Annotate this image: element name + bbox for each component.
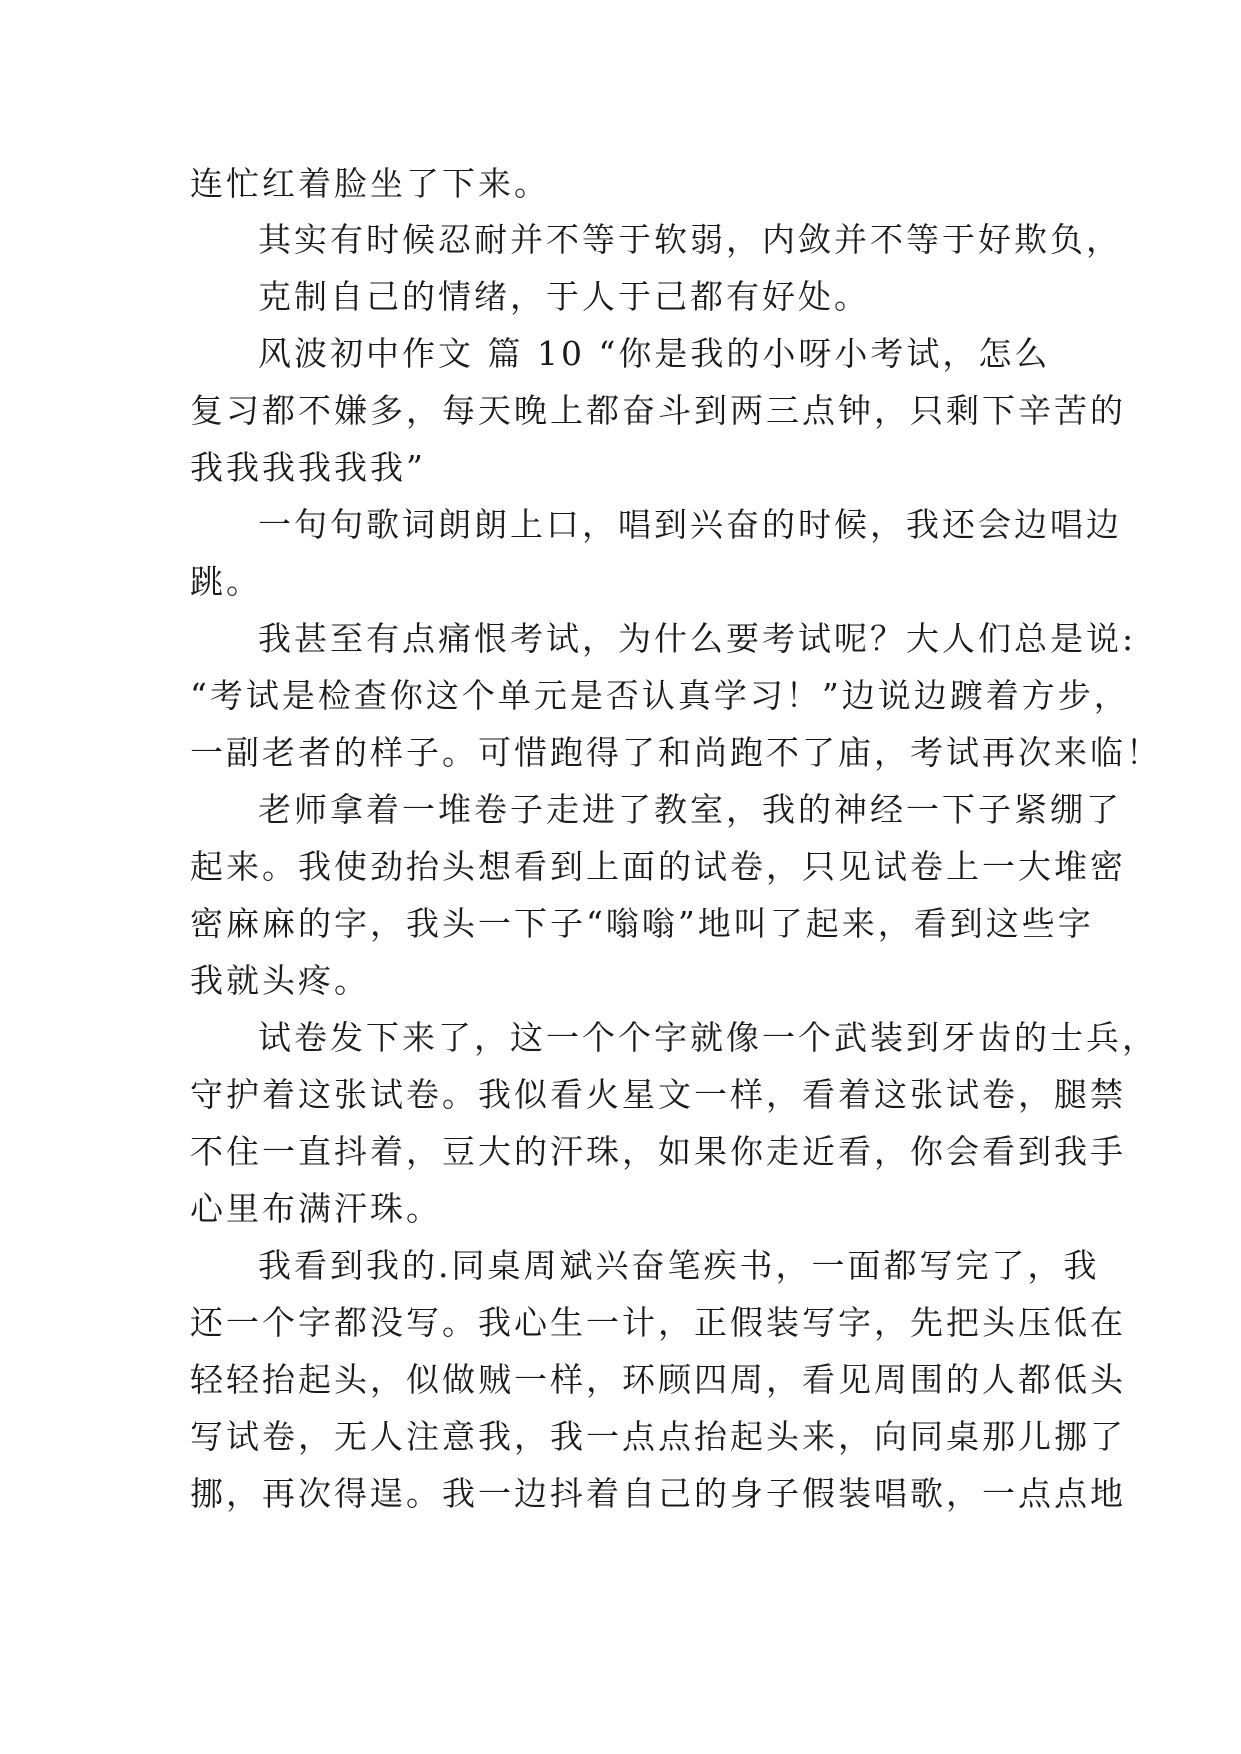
text-line: “考试是检查你这个单元是否认真学习！”边说边踱着方步，: [190, 676, 1130, 715]
text-line: 轻轻抬起头，似做贼一样，环顾四周，看见周围的人都低头: [190, 1360, 1126, 1399]
text-line: 老师拿着一堆卷子走进了教室，我的神经一下子紧绷了: [258, 790, 1122, 829]
text-line: 我看到我的.同桌周斌兴奋笔疾书，一面都写完了，我: [258, 1246, 1100, 1285]
text-line: 密麻麻的字，我头一下子“嗡嗡”地叫了起来，看到这些字: [190, 904, 1094, 943]
text-line: 还一个字都没写。我心生一计，正假装写字，先把头压低在: [190, 1303, 1126, 1342]
text-line: 我我我我我我”: [190, 448, 426, 487]
text-line: 一副老者的样子。可惜跑得了和尚跑不了庙，考试再次来临！: [190, 733, 1162, 772]
text-line: 试卷发下来了，这一个个字就像一个武装到牙齿的士兵，: [258, 1018, 1158, 1057]
text-line: 一句句歌词朗朗上口，唱到兴奋的时候，我还会边唱边: [258, 505, 1122, 544]
text-line: 其实有时候忍耐并不等于软弱，内敛并不等于好欺负，: [258, 220, 1122, 259]
text-line: 写试卷，无人注意我，我一点点抬起头来，向同桌那儿挪了: [190, 1417, 1126, 1456]
text-line: 我就头疼。: [190, 961, 370, 1000]
text-line: 克制自己的情绪，于人于己都有好处。: [258, 277, 870, 316]
text-line: 跳。: [190, 562, 262, 601]
text-line: 挪，再次得逞。我一边抖着自己的身子假装唱歌，一点点地: [190, 1474, 1126, 1513]
section-heading-line: 风波初中作文 篇 10 “你是我的小呀小考试，怎么: [258, 334, 1051, 373]
text-line: 守护着这张试卷。我似看火星文一样，看着这张试卷，腿禁: [190, 1075, 1126, 1114]
text-line: 复习都不嫌多，每天晚上都奋斗到两三点钟，只剩下辛苦的: [190, 391, 1126, 430]
text-line: 连忙红着脸坐了下来。: [190, 164, 550, 203]
text-line: 我甚至有点痛恨考试，为什么要考试呢？大人们总是说:: [258, 619, 1137, 658]
text-line: 心里布满汗珠。: [190, 1189, 442, 1228]
text-line: 起来。我使劲抬头想看到上面的试卷，只见试卷上一大堆密: [190, 847, 1126, 886]
text-line: 不住一直抖着，豆大的汗珠，如果你走近看，你会看到我手: [190, 1132, 1126, 1171]
